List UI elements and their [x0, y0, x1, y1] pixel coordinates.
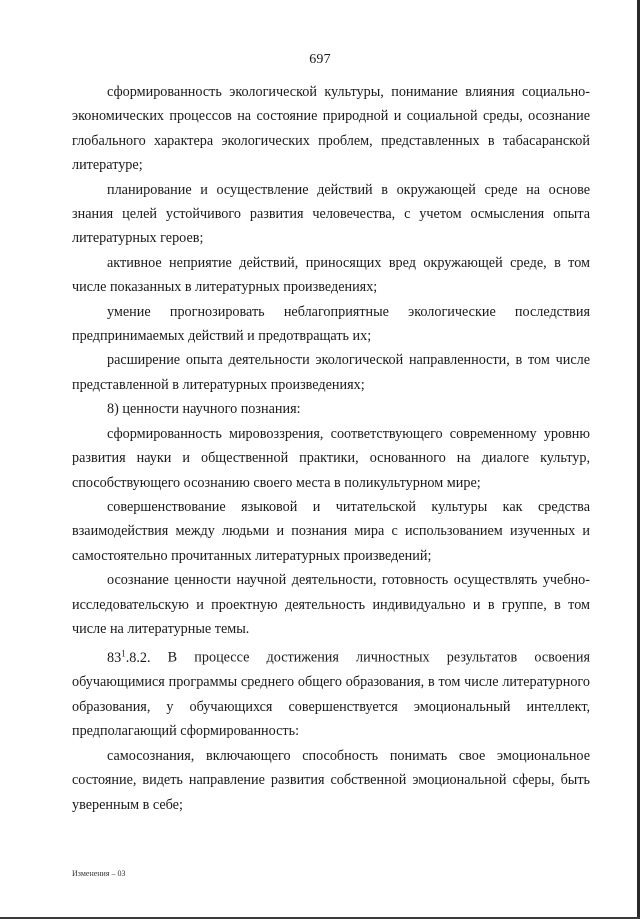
paragraph-ecological-experience: расширение опыта деятельности экологической направленности, в том числе представленной в литературных произведениях;: [72, 352, 590, 393]
paragraph-planning-actions: планирование и осуществление действий в окружающей среде на основе знания целей устойчивого развития человечества, с учетом осмысления опыта литературных героев;: [72, 181, 590, 247]
paragraph-worldview: сформированность мировоззрения, соответствующего современному уровню развития науки и общественной практики, основанного на диалоге культур, способствующего осознанию своего места в поликультурном мире;: [72, 425, 590, 491]
paragraph-rejection-harm: активное неприятие действий, приносящих вред окружающей среде, в том числе показанных в литературных произведениях;: [72, 254, 590, 296]
page-number: 697: [309, 52, 331, 67]
section-number-superscript: 1: [121, 648, 126, 659]
document-body: [72, 80, 590, 817]
section-paragraph-emotional-intellect: [72, 641, 590, 743]
paragraph-self-awareness: самосознания, включающего способность понимать свое эмоциональное состояние, видеть направление развития собственной эмоциональной сферы, быть уверенным в себе;: [72, 747, 590, 813]
paragraph-ecological-culture: сформированность экологической культуры, понимание влияния социально-экономических процессов на состояние природной и социальной среды, осознание глобального характера экологических проблем, представленных в табасаранской литературе;: [72, 84, 590, 174]
section-number-rest: .8.2.: [125, 650, 151, 667]
section-number: [107, 650, 151, 666]
section-paragraph-text: В процессе достижения личностных результатов освоения обучающимися программы среднего общего образования, в том числе литературного образования, у обучающихся совершенствуется эмоциональный интеллект, предполагающий сформированность:: [72, 650, 590, 740]
footer-revision-note: Изменения – 03: [72, 869, 126, 878]
list-heading-scientific-values: 8) ценности научного познания:: [107, 401, 301, 418]
paragraph-scientific-activity: осознание ценности научной деятельности, готовность осуществлять учебно-исследовательскую и проектную деятельность индивидуально и в группе, в том числе на литературные темы.: [72, 572, 590, 637]
section-number-base: 83: [107, 650, 122, 667]
paragraph-forecasting: умение прогнозировать неблагоприятные экологические последствия предпринимаемых действий и предотвращать их;: [72, 303, 590, 345]
paragraph-language-culture: совершенствование языковой и читательской культуры как средства взаимодействия между людьми и познания мира с использованием изученных и самостоятельно прочитанных литературных произведений;: [72, 498, 590, 564]
